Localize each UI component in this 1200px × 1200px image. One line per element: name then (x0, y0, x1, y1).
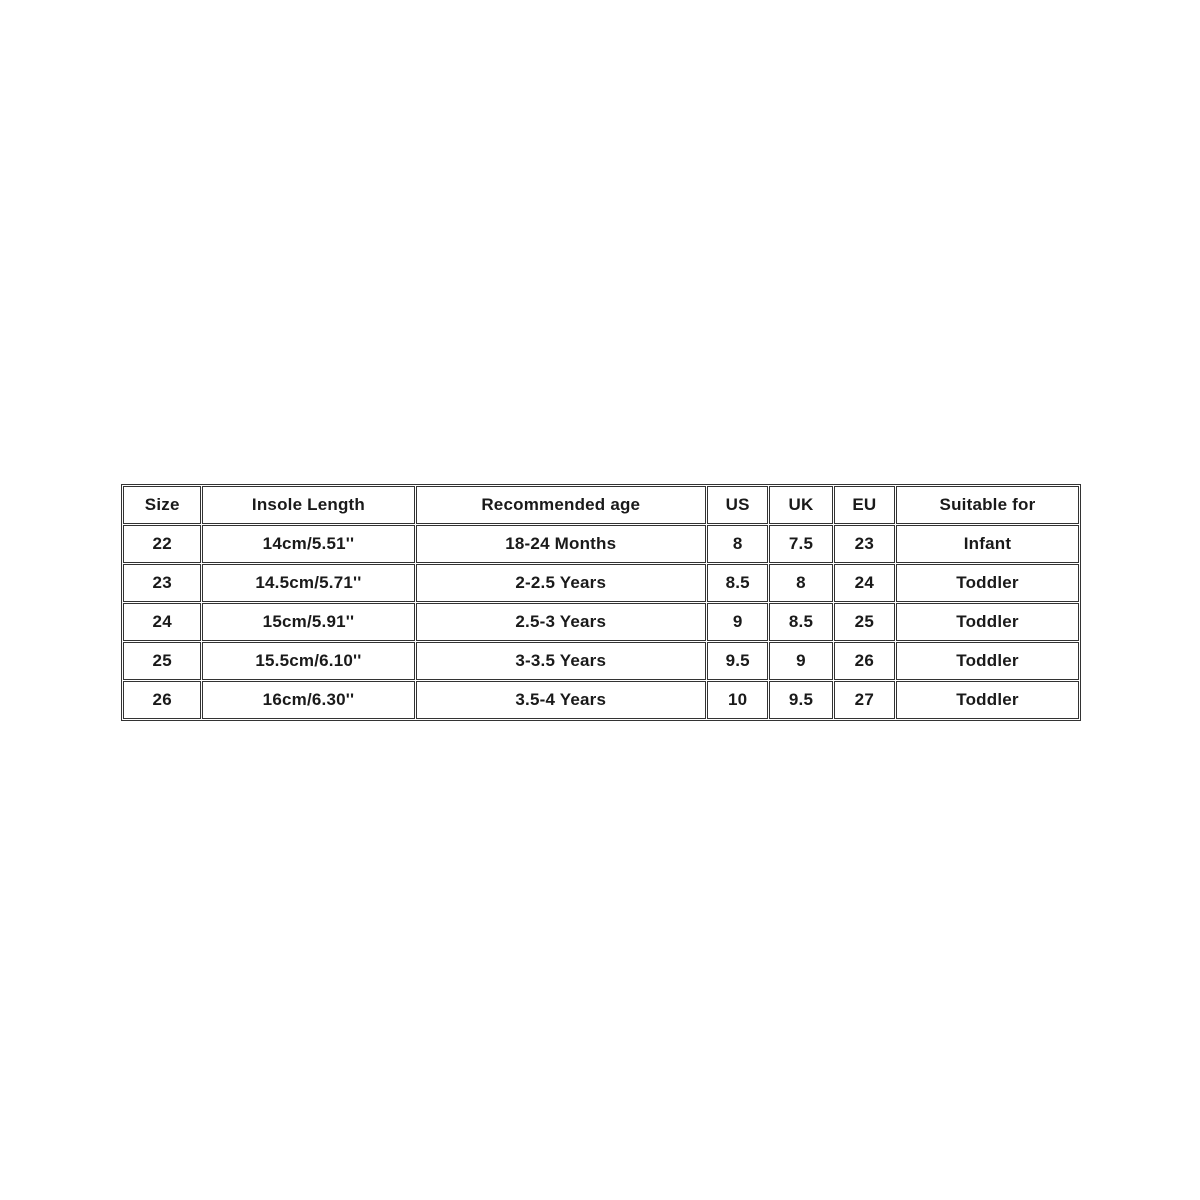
cell-us: 10 (707, 681, 768, 719)
header-us: US (707, 486, 768, 524)
cell-suitable-for: Toddler (896, 603, 1079, 641)
table-row (123, 525, 1079, 563)
cell-eu: 26 (834, 642, 895, 680)
cell-us: 8 (707, 525, 768, 563)
cell-suitable-for: Toddler (896, 564, 1079, 602)
table-row (123, 681, 1079, 719)
table-row (123, 564, 1079, 602)
cell-uk: 7.5 (769, 525, 832, 563)
cell-eu: 25 (834, 603, 895, 641)
header-uk: UK (769, 486, 832, 524)
cell-size: 24 (123, 603, 201, 641)
cell-size: 25 (123, 642, 201, 680)
table-row (123, 603, 1079, 641)
cell-recommended-age: 3.5-4 Years (416, 681, 707, 719)
header-size: Size (123, 486, 201, 524)
cell-recommended-age: 2-2.5 Years (416, 564, 707, 602)
header-eu: EU (834, 486, 895, 524)
cell-insole-length: 15cm/5.91'' (202, 603, 414, 641)
cell-insole-length: 16cm/6.30'' (202, 681, 414, 719)
cell-insole-length: 14cm/5.51'' (202, 525, 414, 563)
cell-us: 8.5 (707, 564, 768, 602)
table-header-row (123, 486, 1079, 524)
cell-suitable-for: Infant (896, 525, 1079, 563)
cell-suitable-for: Toddler (896, 642, 1079, 680)
cell-eu: 24 (834, 564, 895, 602)
cell-suitable-for: Toddler (896, 681, 1079, 719)
cell-insole-length: 14.5cm/5.71'' (202, 564, 414, 602)
cell-size: 22 (123, 525, 201, 563)
header-insole-length: Insole Length (202, 486, 414, 524)
cell-uk: 9 (769, 642, 832, 680)
cell-recommended-age: 3-3.5 Years (416, 642, 707, 680)
cell-recommended-age: 18-24 Months (416, 525, 707, 563)
cell-insole-length: 15.5cm/6.10'' (202, 642, 414, 680)
cell-eu: 27 (834, 681, 895, 719)
header-suitable-for: Suitable for (896, 486, 1079, 524)
cell-uk: 9.5 (769, 681, 832, 719)
header-recommended-age: Recommended age (416, 486, 707, 524)
cell-us: 9.5 (707, 642, 768, 680)
cell-recommended-age: 2.5-3 Years (416, 603, 707, 641)
cell-uk: 8 (769, 564, 832, 602)
cell-eu: 23 (834, 525, 895, 563)
cell-size: 26 (123, 681, 201, 719)
cell-uk: 8.5 (769, 603, 832, 641)
cell-size: 23 (123, 564, 201, 602)
size-chart-table (121, 484, 1081, 721)
table-row (123, 642, 1079, 680)
cell-us: 9 (707, 603, 768, 641)
